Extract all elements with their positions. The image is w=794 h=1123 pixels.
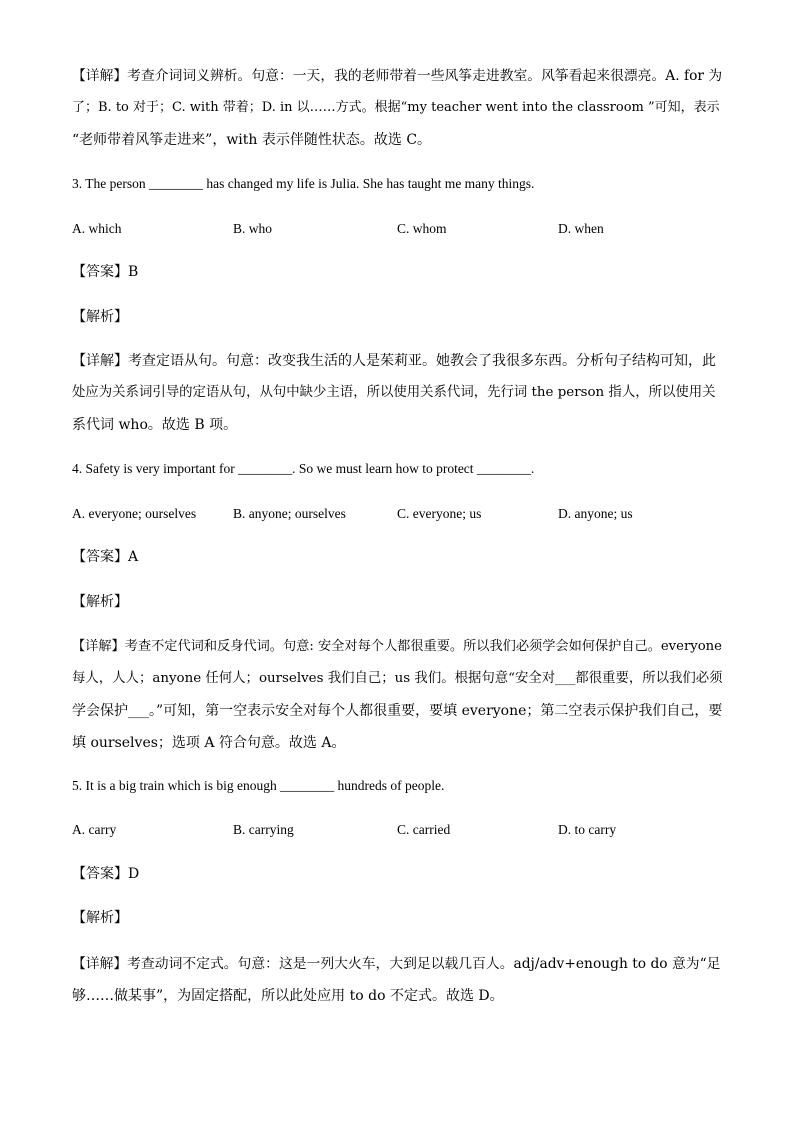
option-c: C. everyone; us bbox=[397, 506, 482, 521]
explanation-line: 了；B. to 对于；C. with 带着；D. in 以……方式。根据“my teacher went into the classroom ”可知，表示 bbox=[72, 100, 720, 115]
option-a: A. carry bbox=[72, 822, 117, 837]
answer-label: 【答案】D bbox=[72, 866, 140, 882]
option-c: C. carried bbox=[397, 822, 451, 837]
explanation-line: “老师带着风筝走进来”，with 表示伴随性状态。故选 C。 bbox=[72, 132, 432, 148]
analysis-label: 【解析】 bbox=[72, 594, 128, 610]
option-d: D. anyone; us bbox=[558, 506, 633, 521]
analysis-label: 【解析】 bbox=[72, 910, 128, 926]
explanation-line: 【详解】考查介词词义辨析。句意：一天，我的老师带着一些风筝走进教室。风筝看起来很漂亮。A. for 为 bbox=[72, 68, 723, 84]
explanation-line: 处应为关系词引导的定语从句，从句中缺少主语，所以使用关系代词，先行词 the person 指人，所以使用关 bbox=[72, 385, 716, 400]
option-b: B. carrying bbox=[233, 822, 294, 837]
explanation-line: 填 ourselves；选项 A 符合句意。故选 A。 bbox=[72, 735, 346, 751]
answer-label: 【答案】B bbox=[72, 264, 139, 280]
option-a: A. which bbox=[72, 221, 122, 236]
explanation-line: 每人，人人；anyone 任何人；ourselves 我们自己；us 我们。根据句意“安全对___都很重要，所以我们必须 bbox=[72, 671, 723, 686]
analysis-label: 【解析】 bbox=[72, 309, 128, 325]
explanation-line: 学会保护___。”可知，第一空表示安全对每个人都很重要，要填 everyone；第二空表示保护我们自己，要 bbox=[72, 703, 723, 719]
explanation-line: 系代词 who。故选 B 项。 bbox=[72, 417, 238, 433]
answer-label: 【答案】A bbox=[72, 549, 139, 565]
explanation-line: 【详解】考查不定代词和反身代词。句意: 安全对每个人都很重要。所以我们必须学会如何保护自己。everyone bbox=[72, 639, 722, 654]
explanation-line: 【详解】考查动词不定式。句意：这是一列大火车，大到足以载几百人。adj/adv+enough to do 意为“足 bbox=[72, 956, 721, 972]
option-a: A. everyone; ourselves bbox=[72, 506, 197, 521]
option-b: B. who bbox=[233, 221, 273, 236]
question-stem-4: 4. Safety is very important for ________. So we must learn how to protect ________. bbox=[72, 461, 535, 476]
option-d: D. to carry bbox=[558, 822, 617, 837]
option-d: D. when bbox=[558, 221, 604, 236]
option-b: B. anyone; ourselves bbox=[233, 506, 346, 521]
option-c: C. whom bbox=[397, 221, 447, 236]
explanation-line: 【详解】考查定语从句。句意：改变我生活的人是茱莉亚。她教会了我很多东西。分析句子结构可知，此 bbox=[72, 353, 716, 369]
question-stem-5: 5. It is a big train which is big enough ________ hundreds of people. bbox=[72, 778, 445, 793]
explanation-line: 够……做某事”，为固定搭配，所以此处应用 to do 不定式。故选 D。 bbox=[72, 988, 504, 1004]
question-stem-3: 3. The person ________ has changed my life is Julia. She has taught me many things. bbox=[72, 176, 535, 191]
